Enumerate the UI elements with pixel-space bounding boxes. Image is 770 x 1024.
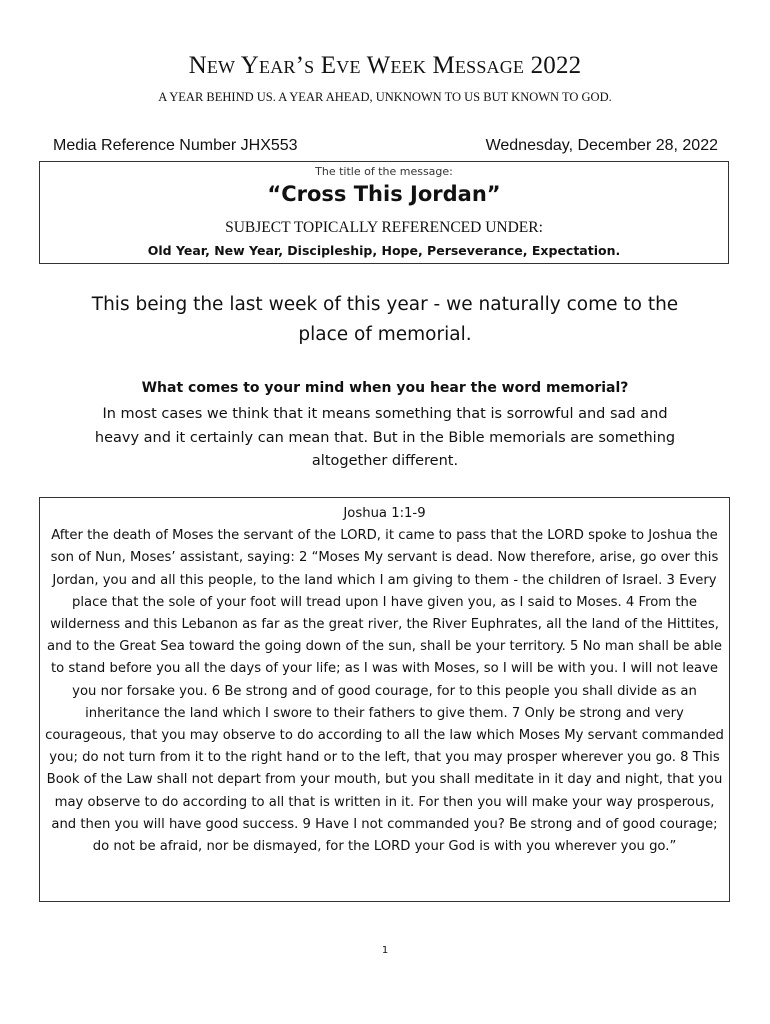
document-tagline: A YEAR BEHIND US. A YEAR AHEAD, UNKNOWN TO US BUT KNOWN TO GOD. [158, 90, 612, 104]
document-title: New Year’s Eve Week Message 2022 [188, 52, 582, 79]
title-box [39, 161, 729, 264]
memorial-answer: In most cases we think that it means something that is sorrowful and sad and heavy and it certainly can mean that. But in the Bible memorials are something altogether different. [94, 406, 676, 469]
scripture-box [39, 497, 730, 902]
scripture-text: After the death of Moses the servant of the LORD, it came to pass that the LORD spoke to Joshua the son of Nun, Moses’ assistant, saying: 2 “Moses My servant is dead. Now therefore, arise, go over this Jordan, you and all this people, to the land which I am giving to them - the children of Israel. 3 Every place that the sole of your foot will tread upon I have given you, as I said to Moses. 4 From the wilderness and this Lebanon as far as the great river, the River Euphrates, all the land of the Hittites, and to the Great Sea toward the going down of the sun, shall be your territory. 5 No man shall be able to stand before you all the days of your life; as I was with Moses, so I will be with you. I will not leave you nor forsake you. 6 Be strong and of good courage, for to this people you shall divide as an inheritance the land which I swore to their fathers to give them. 7 Only be strong and very courageous, that you may observe to do according to all the law which Moses My servant commanded you; do not turn from it to the right hand or to the left, that you may prosper wherever you go. 8 This Book of the Law shall not depart from your mouth, but you shall meditate in it day and night, that you may observe to do according to all that is written in it. For then you will make your way prosperous, and then you will have good success. 9 Have I not commanded you? Be strong and of good courage; do not be afraid, nor be dismayed, for the LORD your God is with you wherever you go.” [45, 528, 724, 855]
memorial-question: What comes to your mind when you hear the word memorial? [141, 380, 629, 396]
message-title: “Cross This Jordan” [267, 182, 501, 206]
media-reference: Media Reference Number JHX553 [53, 137, 298, 154]
title-label: The title of the message: [315, 165, 453, 178]
topics-list: Old Year, New Year, Discipleship, Hope, Perseverance, Expectation. [147, 243, 621, 258]
reference-line [53, 137, 718, 155]
subject-heading: SUBJECT TOPICALLY REFERENCED UNDER: [225, 219, 543, 236]
scripture-reference: Joshua 1:1-9 [343, 506, 426, 521]
message-date: Wednesday, December 28, 2022 [485, 137, 718, 154]
page-number: 1 [381, 945, 389, 956]
intro-paragraph: This being the last week of this year - we naturally come to the place of memorial. [91, 294, 679, 345]
